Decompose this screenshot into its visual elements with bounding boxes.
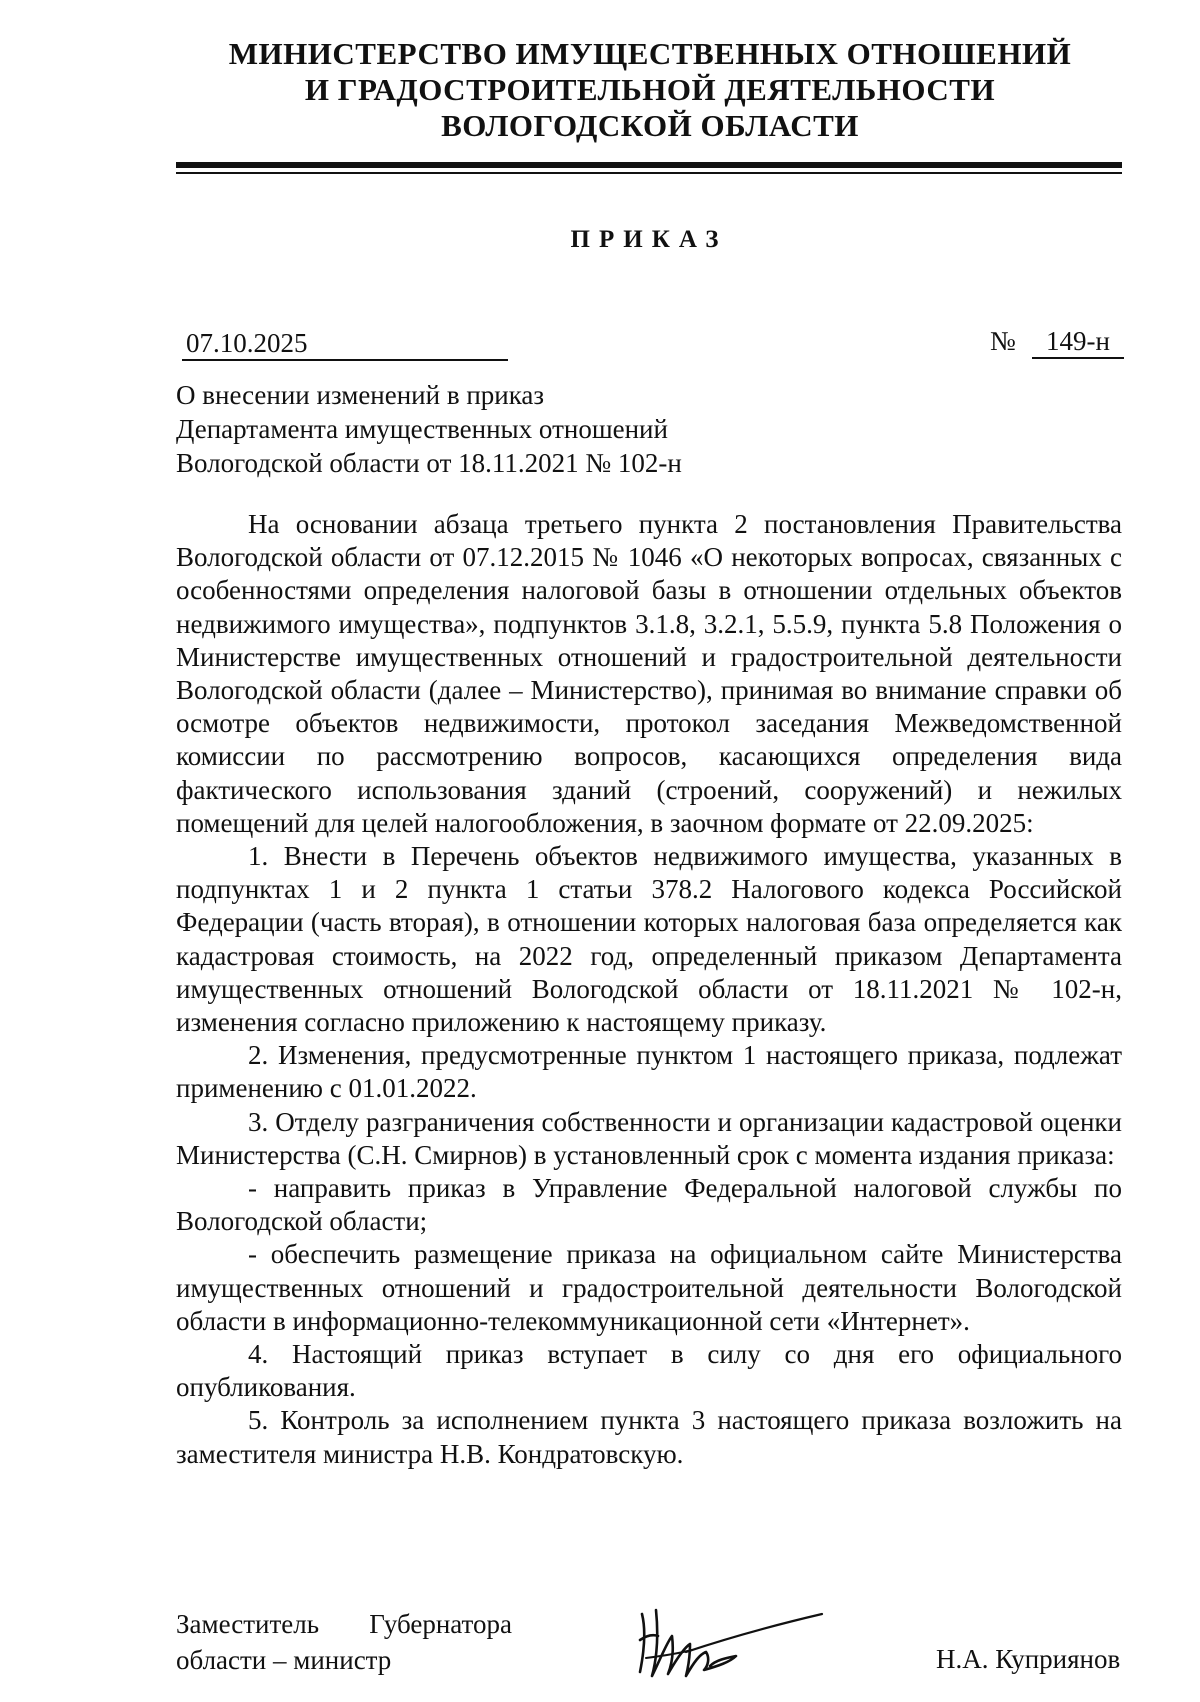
- signatory-position: [176, 1606, 512, 1678]
- position-word-1: Заместитель: [176, 1609, 320, 1639]
- header-line-2: И ГРАДОСТРОИТЕЛЬНОЙ ДЕЯТЕЛЬНОСТИ: [304, 72, 996, 107]
- document-body: [176, 508, 1122, 1471]
- clause-4: 4. Настоящий приказ вступает в силу со дня его официального опубликования.: [176, 1339, 1122, 1403]
- subject-line-2: Департамента имущественных отношений: [176, 414, 668, 444]
- header-line-1: МИНИСТЕРСТВО ИМУЩЕСТВЕННЫХ ОТНОШЕНИЙ: [228, 36, 1072, 71]
- ministry-header: [170, 36, 1130, 144]
- clause-3-item-2: - обеспечить размещение приказа на официальном сайте Министерства имущественных отношений и градостроительной деятельности Вологодской области в информационно-телекоммуникационной сети «Интернет».: [176, 1239, 1122, 1336]
- header-divider-thin: [176, 172, 1122, 174]
- preamble-paragraph: На основании абзаца третьего пункта 2 постановления Правительства Вологодской области от 07.12.2015 № 1046 «О некоторых вопросах, связанных с особенностями определения налоговой базы в отношении отдельных объектов недвижимого имущества», подпунктов 3.1.8, 3.2.1, 5.5.9, пункта 5.8 Положения о Министерстве имущественных отношений и градостроительной деятельности Вологодской области (далее – Министерство), принимая во внимание справки об осмотре объектов недвижимости, протокол заседания Межведомственной комиссии по рассмотрению вопросов, касающихся определения вида фактического использования зданий (строений, сооружений) и нежилых помещений для целей налогообложения, в заочном формате от 22.09.2025:: [176, 509, 1122, 838]
- subject-line-3: Вологодской области от 18.11.2021 № 102-н: [176, 448, 682, 478]
- subject-line-1: О внесении изменений в приказ: [176, 380, 545, 410]
- number-underline: [1032, 357, 1124, 359]
- position-word-2: Губернатора: [369, 1609, 512, 1639]
- clause-1: 1. Внести в Перечень объектов недвижимого имущества, указанных в подпунктах 1 и 2 пункта 1 статьи 378.2 Налогового кодекса Российской Федерации (часть вторая), в отношении которых налоговая база определяется как кадастровая стоимость, на 2022 год, определенный приказом Департамента имущественных отношений Вологодской области от 18.11.2021 № 102-н, изменения согласно приложению к настоящему приказу.: [176, 841, 1122, 1038]
- document-number: 149-н: [1046, 326, 1110, 356]
- clause-5: 5. Контроль за исполнением пункта 3 настоящего приказа возложить на заместителя министра Н.В. Кондратовскую.: [176, 1405, 1122, 1469]
- document-title: ПРИКАЗ: [570, 226, 728, 253]
- date-underline: [182, 359, 508, 361]
- clause-3-item-1: - направить приказ в Управление Федеральной налоговой службы по Вологодской области;: [176, 1173, 1122, 1237]
- header-divider-thick: [176, 162, 1122, 168]
- clause-3: 3. Отделу разграничения собственности и организации кадастровой оценки Министерства (С.Н. Смирнов) в установленный срок с момента издания приказа:: [176, 1106, 1122, 1170]
- document-date: 07.10.2025: [186, 328, 308, 358]
- clause-2: 2. Изменения, предусмотренные пунктом 1 настоящего приказа, подлежат применению с 01.01.2022.: [176, 1040, 1122, 1104]
- document-subject: [176, 378, 682, 480]
- signer-name: Н.А. Куприянов: [936, 1644, 1121, 1674]
- handwritten-signature: [632, 1600, 832, 1690]
- position-line-2: области – министр: [176, 1645, 392, 1675]
- header-line-3: ВОЛОГОДСКОЙ ОБЛАСТИ: [441, 108, 859, 143]
- number-sign: №: [990, 326, 1016, 356]
